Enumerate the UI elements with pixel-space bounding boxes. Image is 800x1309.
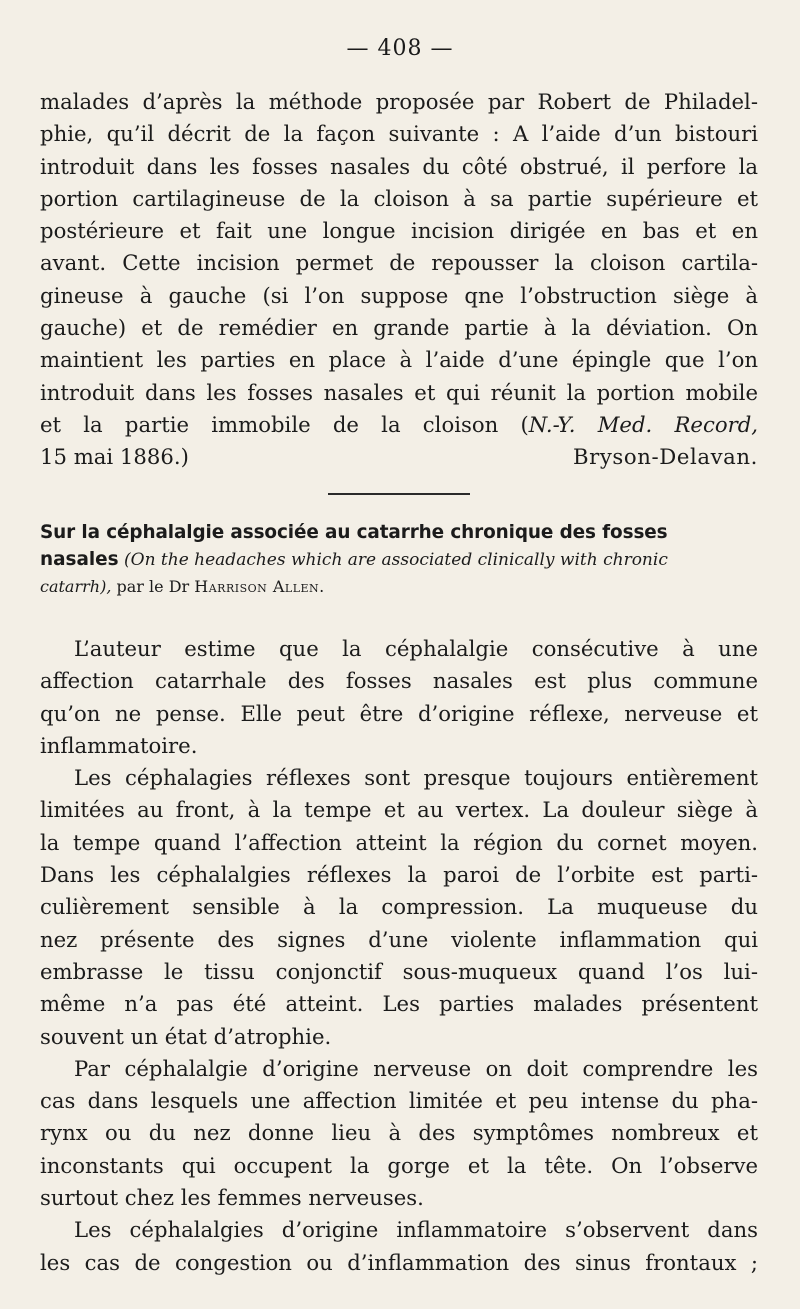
text-line: Les céphalagies réflexes sont presque toujours entièrement: [74, 765, 758, 791]
article-title-continued: [40, 546, 762, 574]
text-line: gineuse à gauche (si l’on suppose qne l’obstruction siège à: [40, 282, 758, 308]
text-line: introduit dans les fosses nasales et qui réunit la portion mobile: [40, 379, 758, 405]
text-line: Les céphalalgies d’origine inflammatoire s’observent dans: [74, 1217, 758, 1243]
text-line: maintient les parties en place à l’aide d’une épingle que l’on: [40, 347, 758, 373]
author-prefix: par le Dr: [116, 577, 190, 596]
text-line: malades d’après la méthode proposée par Robert de Philadel-: [40, 89, 758, 114]
text-line: les cas de congestion ou d’inflammation des sinus frontaux ;: [40, 1249, 758, 1275]
text-line: rynx ou du nez donne lieu à des symptômes nombreux et: [40, 1120, 758, 1146]
text-line-citation: [40, 409, 758, 441]
journal-name: N.-Y. Med. Record,: [528, 411, 758, 437]
text-line: portion cartilagineuse de la cloison à sa partie supérieure et: [40, 185, 758, 211]
text-line: embrasse le tissu conjonctif sous-muqueux quand l’os lui-: [40, 958, 758, 984]
text-line: introduit dans les fosses nasales du côté obstrué, il perfore la: [40, 153, 758, 179]
text-line: gauche) et de remédier en grande partie à la déviation. On: [40, 315, 758, 341]
text-line: limitées au front, à la tempe et au vertex. La douleur siège à: [40, 797, 758, 823]
text-line: culièrement sensible à la compression. La muqueuse du: [40, 894, 758, 920]
text-line: postérieure et fait une longue incision dirigée en bas et en: [40, 218, 758, 244]
text-line: la tempe quand l’affection atteint la région du cornet moyen.: [40, 829, 758, 855]
reference-date: 15 mai 1886.): [40, 444, 189, 470]
text-line: avant. Cette incision permet de repousser la cloison cartila-: [40, 250, 758, 276]
article-title-end: nasales: [40, 549, 119, 570]
section-divider: [328, 493, 470, 495]
reference-line: [40, 441, 758, 473]
page-number: — 408 —: [346, 36, 454, 61]
article-original-title: (On the headaches which are associated clinically with chronic: [124, 550, 668, 570]
text-line: même n’a pas été atteint. Les parties malades présentent: [40, 991, 758, 1017]
text-line: inflammatoire.: [40, 732, 198, 758]
text-line: affection catarrhale des fosses nasales est plus commune: [40, 668, 758, 694]
text-line: cas dans lesquels une affection limitée et peu intense du pha-: [40, 1088, 758, 1114]
article-original-title-end: catarrh),: [40, 577, 112, 596]
text-line: phie, qu’il décrit de la façon suivante : A l’aide d’un bistouri: [40, 121, 758, 147]
text-line: qu’on ne pense. Elle peut être d’origine réflexe, nerveuse et: [40, 700, 758, 726]
citation-prefix: et la partie immobile de la cloison (: [40, 411, 529, 437]
text-line: Dans les céphalalgies réflexes la paroi de l’orbite est parti-: [40, 862, 758, 888]
text-line: Par céphalalgie d’origine nerveuse on doit comprendre les: [74, 1055, 758, 1081]
reference-author: Bryson-Delavan.: [572, 444, 758, 470]
article-heading: [40, 520, 762, 600]
top-paragraph: [40, 86, 758, 474]
article-author: Harrison Allen.: [194, 577, 325, 596]
text-line: surtout chez les femmes nerveuses.: [40, 1185, 424, 1211]
article-byline: [40, 574, 762, 600]
text-line: souvent un état d’atrophie.: [40, 1023, 332, 1049]
article-title: Sur la céphalalgie associée au catarrhe chronique des fosses: [40, 522, 668, 543]
text-line: nez présente des signes d’une violente inflammation qui: [40, 926, 758, 952]
article-body: [40, 633, 758, 1279]
text-line: L’auteur estime que la céphalalgie consécutive à une: [74, 636, 758, 661]
text-line: inconstants qui occupent la gorge et la tête. On l’observe: [40, 1152, 758, 1178]
